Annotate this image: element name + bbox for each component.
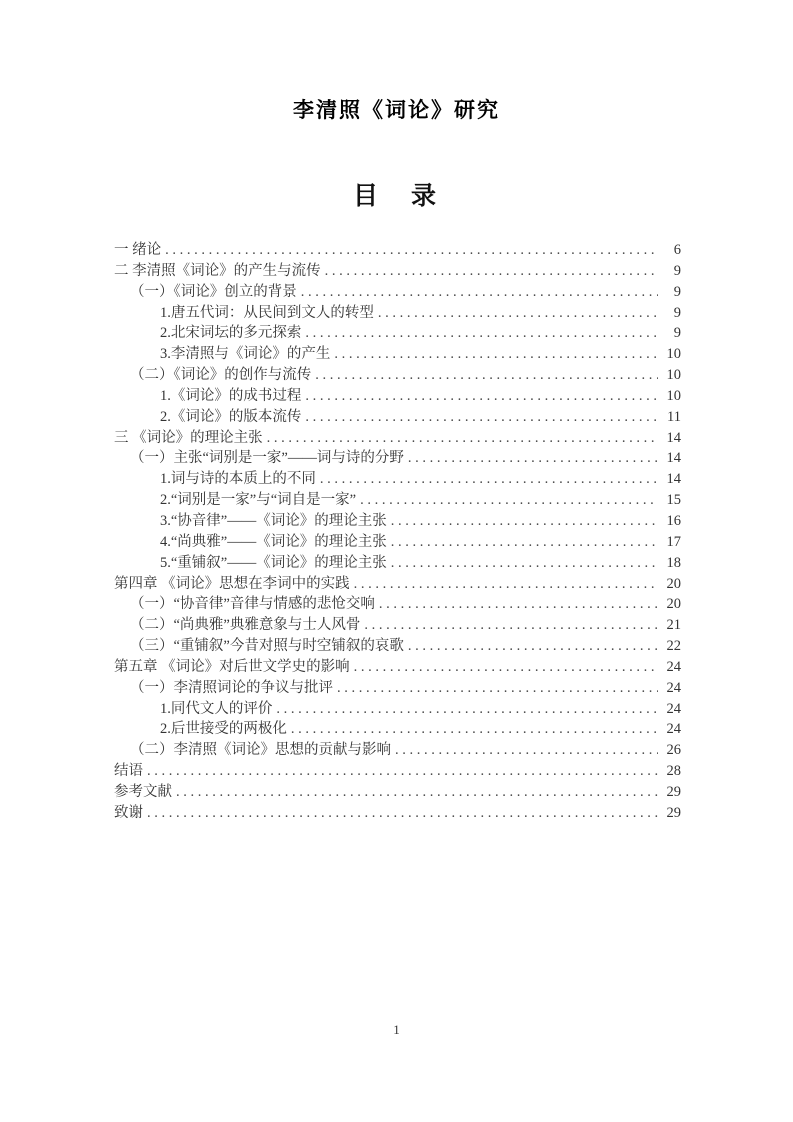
toc-entry-label: （一）“协音律”音律与情感的悲怆交响 (130, 596, 375, 613)
document-title: 李清照《词论》研究 (293, 99, 500, 122)
dot-leader (350, 657, 658, 678)
dot-leader (301, 386, 658, 407)
toc-entry-page: 29 (666, 804, 681, 821)
toc-entry-label: （二）《词论》的创作与流传 (130, 367, 312, 384)
dot-leader (161, 240, 658, 261)
toc-entry[interactable] (114, 657, 681, 678)
dot-leader (297, 282, 658, 303)
toc-entry-label: 参考文献 (114, 783, 172, 800)
dot-leader (272, 699, 658, 720)
toc-entry-page: 14 (666, 471, 681, 488)
dot-leader (301, 407, 658, 428)
toc-entry-label: （二）“尚典雅”典雅意象与士人风骨 (130, 617, 361, 634)
toc-entry-label: （一）《词论》创立的背景 (130, 283, 297, 300)
toc-entry-page: 26 (666, 742, 681, 759)
toc-entry-page: 10 (666, 367, 681, 384)
toc-entry[interactable] (114, 490, 681, 511)
toc-entry[interactable] (114, 678, 681, 699)
toc-entry[interactable] (114, 574, 681, 595)
toc-entry[interactable] (114, 636, 681, 657)
dot-leader (287, 719, 658, 740)
toc-entry[interactable] (114, 782, 681, 803)
toc-list (114, 240, 681, 824)
toc-entry-page: 24 (666, 679, 681, 696)
toc-entry-label: 2.后世接受的两极化 (160, 721, 287, 738)
toc-entry-page: 10 (666, 346, 681, 363)
toc-entry[interactable] (114, 803, 681, 824)
dot-leader (387, 532, 658, 553)
toc-entry-label: （二）李清照《词论》思想的贡献与影响 (130, 742, 391, 759)
dot-leader (143, 803, 658, 824)
toc-entry[interactable] (114, 240, 681, 261)
toc-entry-page: 20 (666, 575, 681, 592)
toc-entry[interactable] (114, 740, 681, 761)
toc-entry-label: 1.唐五代词：从民间到文人的转型 (160, 304, 374, 321)
toc-entry-label: 一 绪论 (114, 242, 162, 258)
dot-leader (356, 490, 658, 511)
toc-entry-label: 2.“词别是一家”与“词自是一家” (160, 492, 357, 509)
toc-entry[interactable] (114, 282, 681, 303)
toc-entry-page: 14 (666, 429, 681, 446)
toc-entry-page: 24 (666, 700, 681, 717)
toc-entry-label: 结语 (114, 763, 143, 780)
toc-entry[interactable] (114, 344, 681, 365)
toc-entry[interactable] (114, 386, 681, 407)
dot-leader (360, 615, 658, 636)
toc-entry-page: 17 (666, 533, 681, 550)
toc-entry[interactable] (114, 448, 681, 469)
toc-entry[interactable] (114, 511, 681, 532)
toc-entry-page: 16 (666, 512, 681, 529)
toc-entry[interactable] (114, 761, 681, 782)
toc-entry-label: 3.“协音律”——《词论》的理论主张 (160, 512, 387, 529)
toc-entry[interactable] (114, 365, 681, 386)
toc-entry-page: 21 (666, 617, 681, 634)
dot-leader (374, 303, 658, 324)
toc-entry-page: 29 (666, 783, 681, 800)
dot-leader (404, 636, 658, 657)
dot-leader (387, 511, 658, 532)
toc-entry-page: 9 (673, 283, 681, 300)
dot-leader (375, 594, 658, 615)
toc-entry[interactable] (114, 532, 681, 553)
dot-leader (311, 365, 658, 386)
toc-entry[interactable] (114, 553, 681, 574)
toc-entry-label: 第四章 《词论》思想在李词中的实践 (114, 575, 350, 592)
toc-entry-page: 15 (666, 492, 681, 509)
toc-entry[interactable] (114, 469, 681, 490)
toc-entry-page: 9 (673, 262, 681, 279)
dot-leader (301, 323, 658, 344)
dot-leader (316, 469, 658, 490)
toc-entry-page: 11 (667, 408, 681, 425)
dot-leader (333, 678, 658, 699)
toc-entry-label: 2.《词论》的版本流传 (160, 408, 302, 425)
dot-leader (143, 761, 658, 782)
toc-entry-page: 24 (666, 658, 681, 675)
toc-entry-label: 5.“重铺叙”——《词论》的理论主张 (160, 554, 387, 571)
toc-entry-page: 22 (666, 638, 681, 655)
toc-entry-page: 6 (673, 242, 681, 258)
toc-entry-label: 致谢 (114, 804, 143, 821)
toc-entry-page: 20 (666, 596, 681, 613)
toc-entry-page: 24 (666, 721, 681, 738)
dot-leader (330, 344, 658, 365)
toc-entry-label: 1.《词论》的成书过程 (160, 387, 302, 404)
dot-leader (350, 574, 658, 595)
toc-entry[interactable] (114, 407, 681, 428)
toc-entry-label: 第五章 《词论》对后世文学史的影响 (114, 658, 350, 675)
dot-leader (391, 740, 658, 761)
toc-entry-label: 三 《词论》的理论主张 (114, 429, 263, 446)
toc-entry-page: 10 (666, 387, 681, 404)
toc-entry-label: 1.同代文人的评价 (160, 700, 273, 717)
dot-leader (404, 448, 658, 469)
toc-entry-page: 28 (666, 763, 681, 780)
toc-entry-label: 4.“尚典雅”——《词论》的理论主张 (160, 533, 387, 550)
dot-leader (172, 782, 658, 803)
toc-entry[interactable] (114, 428, 681, 449)
toc-entry[interactable] (114, 261, 681, 282)
toc-entry-page: 18 (666, 554, 681, 571)
toc-entry-label: 3.李清照与《词论》的产生 (160, 346, 331, 363)
toc-entry[interactable] (114, 699, 681, 720)
toc-entry-label: 1.词与诗的本质上的不同 (160, 471, 316, 488)
toc-entry-label: （三）“重铺叙”今昔对照与时空铺叙的哀歌 (130, 638, 404, 655)
toc-entry-page: 9 (673, 325, 681, 342)
toc-entry-label: （一）李清照词论的争议与批评 (130, 679, 333, 696)
toc-entry-page: 14 (666, 450, 681, 467)
toc-entry-label: （一）主张“词别是一家”——词与诗的分野 (130, 450, 404, 467)
toc-entry[interactable] (114, 323, 681, 344)
dot-leader (321, 261, 658, 282)
toc-entry-label: 二 李清照《词论》的产生与流传 (114, 262, 321, 279)
toc-entry[interactable] (114, 303, 681, 324)
toc-entry-page: 9 (673, 304, 681, 321)
toc-entry[interactable] (114, 615, 681, 636)
toc-entry[interactable] (114, 594, 681, 615)
dot-leader (263, 428, 658, 449)
toc-entry-label: 2.北宋词坛的多元探索 (160, 325, 302, 342)
dot-leader (387, 553, 658, 574)
toc-heading: 目 录 (352, 183, 440, 210)
page-number: 1 (393, 1022, 400, 1037)
toc-entry[interactable] (114, 719, 681, 740)
